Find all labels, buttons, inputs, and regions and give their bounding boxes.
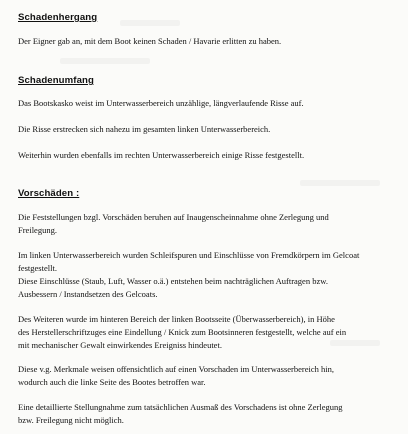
paragraph-line: Das Bootskasko weist im Unterwasserbereich unzählige, längverlaufende Risse auf. — [18, 98, 304, 108]
paragraph-line: Die Risse erstrecken sich nahezu im gesamten linken Unterwasserbereich. — [18, 124, 271, 134]
scan-artifact — [330, 340, 380, 346]
paragraph-line: Ausbessern / Instandsetzen des Gelcoats. — [18, 289, 158, 299]
paragraph-line: Der Eigner gab an, mit dem Boot keinen Schaden / Havarie erlitten zu haben. — [18, 36, 282, 46]
paragraph-line: wodurch auch die linke Seite des Bootes betroffen war. — [18, 377, 206, 387]
paragraph-line: Weiterhin wurden ebenfalls im rechten Unterwasserbereich einige Risse festgestellt. — [18, 150, 305, 160]
scan-artifact — [60, 58, 150, 64]
paragraph-line: Die Feststellungen bzgl. Vorschäden beruhen auf Inaugenscheinnahme ohne Zerlegung und — [18, 212, 329, 222]
scan-artifact — [300, 180, 380, 186]
section-heading-vorschaeden: Vorschäden : — [18, 188, 80, 199]
paragraph-line: Diese Einschlüsse (Staub, Luft, Wasser o.ä.) entstehen beim nachträglichen Auftragen bzw. — [18, 276, 328, 286]
paragraph-line: Diese v.g. Merkmale weisen offensichtlich auf einen Vorschaden im Unterwasserbereich hin, — [18, 364, 334, 374]
paragraph-line: Eine detaillierte Stellungnahme zum tatsächlichen Ausmaß des Vorschadens ist ohne Zerlegung — [18, 402, 343, 412]
paragraph-line: Im linken Unterwasserbereich wurden Schleifspuren und Einschlüsse von Fremdkörpern im Gelcoat — [18, 250, 360, 260]
paragraph-line: Freilegung. — [18, 225, 57, 235]
scan-artifact — [120, 20, 180, 26]
paragraph-line: festgestellt. — [18, 263, 57, 273]
section-heading-schadenumfang: Schadenumfang — [18, 75, 94, 86]
section-heading-schadenhergang: Schadenhergang — [18, 12, 98, 23]
paragraph-line: des Herstellerschriftzuges eine Eindellung / Knick zum Bootsinneren festgestellt, welche auf ein — [18, 327, 347, 337]
paragraph-line: bzw. Freilegung nicht möglich. — [18, 415, 124, 425]
paragraph-line: Des Weiteren wurde im hinteren Bereich der linken Bootsseite (Überwasserbereich), in Höhe — [18, 314, 335, 324]
paragraph-line: mit mechanischer Gewalt einwirkendes Ereigniss hindeutet. — [18, 340, 222, 350]
